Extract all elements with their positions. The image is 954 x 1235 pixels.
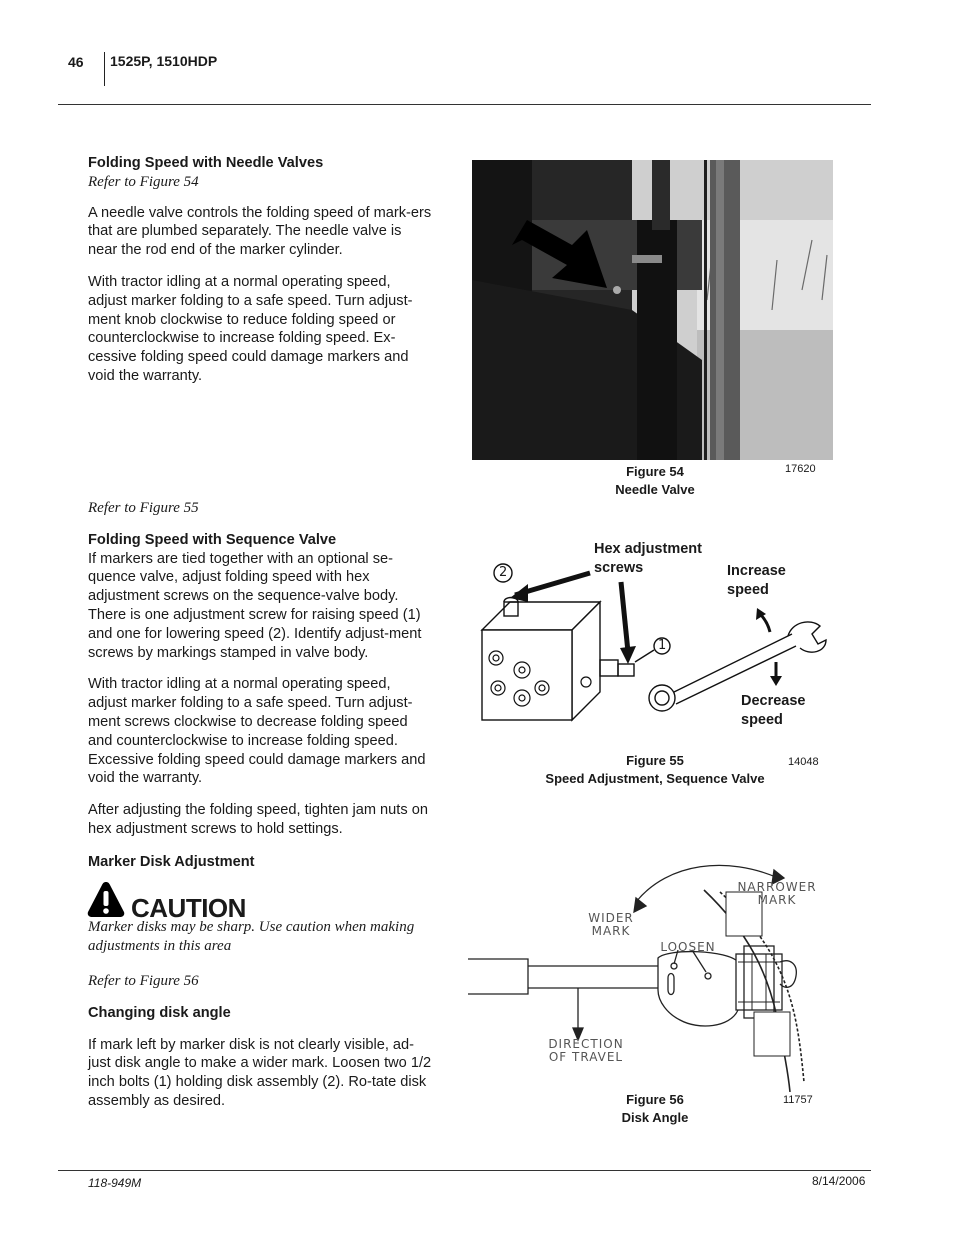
figure-reference: Refer to Figure 55 [88,500,199,516]
label-line: speed [741,712,783,728]
figure-id: 14048 [788,756,819,768]
header-rule [58,104,871,105]
label-line: speed [727,582,769,598]
label-line: MARK [591,924,631,938]
section-needle-valves [88,154,433,386]
page-number: 46 [68,54,84,70]
label-decrease-speed [741,692,806,730]
section-sequence-valve [88,499,433,872]
label-line: screws [594,560,644,576]
figure-title: Speed Adjustment, Sequence Valve [545,771,765,786]
label-line: Hex adjustment [594,541,702,557]
caution-title: CAUTION [131,893,246,923]
paragraph: If markers are tied together with an optional se-quence valve, adjust folding speed with hex adjustment screws on the sequence-valve body. There is one adjustment screw for raising speed (1) and one for lowering speed (2). Identify adjust-ment screws by markings stamped in valve body. [88,550,422,661]
label-line: MARK [757,893,797,907]
label-line: Decrease [741,693,806,709]
figure-title: Disk Angle [621,1110,689,1125]
label-increase-speed [727,562,786,600]
section-disk-angle [88,972,433,1111]
figure-number: Figure 54 [626,464,684,479]
paragraph: With tractor idling at a normal operating speed, adjust marker folding to a safe speed. Turn adjust-ment knob clockwise to reduce folding speed or counterclockwise to increase folding speed. Ex-cessive folding speed could damage markers and void the warranty. [88,273,413,384]
subsection-heading: Changing disk angle [88,1004,231,1021]
figure-55-caption [520,752,790,788]
callout-1: 1 [658,638,667,653]
figure-id: 17620 [785,463,816,475]
label-line: WIDER [588,911,634,925]
section-heading: Folding Speed with Sequence Valve [88,531,337,548]
figure-reference: Refer to Figure 54 [88,173,199,190]
paragraph: If mark left by marker disk is not clearly visible, ad-just disk angle to make a wider mark. Loosen two 1/2 inch bolts (1) holding disk assembly (2). Ro-tate disk assembly as desired. [88,1036,432,1109]
figure-number: Figure 56 [626,1092,684,1107]
figure-56-caption [570,1091,740,1127]
section-heading: Marker Disk Adjustment [88,853,255,870]
figure-id: 11757 [783,1094,813,1106]
figure-54-caption [560,463,750,499]
callout-2: 2 [499,565,508,580]
label-line: DIRECTION [548,1037,624,1051]
figure-54-photo [472,160,833,460]
header-divider [104,52,105,86]
label-line: Increase [727,563,786,579]
section-heading: Folding Speed with Needle Valves [88,155,324,171]
paragraph: A needle valve controls the folding speed of mark-ers that are plumbed separately. The needle valve is near the rod end of the marker cylinder. [88,204,432,259]
paragraph: After adjusting the folding speed, tighten jam nuts on hex adjustment screws to hold settings. [88,802,428,837]
footer-doc-number: 118-949M [88,1176,142,1190]
label-hex-screws [594,540,702,578]
label-narrower-mark [734,881,820,907]
footer-date: 8/14/2006 [812,1174,866,1188]
label-line: OF TRAVEL [548,1050,624,1064]
label-line: NARROWER [737,880,817,894]
warning-triangle-icon [86,880,126,918]
label-loosen: LOOSEN [660,940,716,954]
label-wider-mark [584,912,638,938]
figure-number: Figure 55 [626,753,684,768]
caution-text: Marker disks may be sharp. Use caution when making adjustments in this area [88,919,415,954]
figure-reference: Refer to Figure 56 [88,973,199,989]
header-model: 1525P, 1510HDP [110,53,218,69]
label-direction-of-travel [548,1038,624,1064]
paragraph: With tractor idling at a normal operating speed, adjust marker folding to a safe speed. Turn adjust-ment screws clockwise to decrease folding speed and counterclockwise to increase folding speed. Excessive folding speed could damage markers and void the warranty. [88,676,426,787]
footer-rule [58,1170,871,1171]
figure-title: Needle Valve [615,482,695,497]
